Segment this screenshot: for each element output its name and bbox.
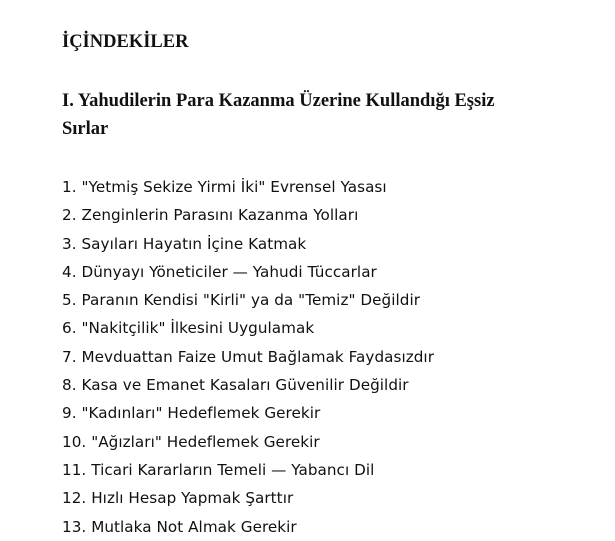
toc-item-title: Kasa ve Emanet Kasaları Güvenilir Değildir <box>81 376 409 395</box>
toc-item <box>62 484 592 512</box>
toc-list <box>62 173 592 541</box>
toc-item-title: Mevduattan Faize Umut Bağlamak Faydasızdır <box>81 347 434 366</box>
toc-heading: İÇİNDEKİLER <box>62 32 189 52</box>
toc-item-title: Ticari Kararların Temeli — Yabancı Dil <box>91 460 375 479</box>
toc-item-number: 8. <box>62 376 77 395</box>
toc-item-title: Sayıları Hayatın İçine Katmak <box>81 234 307 253</box>
toc-item <box>62 173 592 201</box>
toc-item <box>62 314 592 342</box>
toc-item-title: Hızlı Hesap Yapmak Şarttır <box>91 489 294 508</box>
toc-item-number: 3. <box>62 234 77 253</box>
toc-item-number: 9. <box>62 404 77 423</box>
toc-item-title: Mutlaka Not Almak Gerekir <box>91 517 297 536</box>
toc-item-number: 10. <box>62 432 87 451</box>
toc-item <box>62 230 592 258</box>
toc-item-number: 4. <box>62 262 77 281</box>
toc-item-number: 2. <box>62 206 77 225</box>
toc-item-title: "Yetmiş Sekize Yirmi İki" Evrensel Yasası <box>81 178 387 196</box>
toc-item <box>62 399 592 427</box>
toc-item-number: 13. <box>62 517 87 536</box>
toc-item-number: 11. <box>62 460 87 479</box>
section-title: I. Yahudilerin Para Kazanma Üzerine Kullandığı Eşsiz Sırlar <box>62 91 495 139</box>
toc-item-number: 6. <box>62 319 77 338</box>
toc-item <box>62 371 592 399</box>
toc-item <box>62 201 592 229</box>
toc-item <box>62 456 592 484</box>
document-page <box>62 30 592 541</box>
toc-item-title: "Nakitçilik" İlkesini Uygulamak <box>81 319 315 338</box>
toc-item-number: 12. <box>62 489 87 508</box>
toc-item-title: Zenginlerin Parasını Kazanma Yolları <box>81 206 359 225</box>
toc-item <box>62 428 592 456</box>
toc-item <box>62 343 592 371</box>
toc-item-title: Paranın Kendisi "Kirli" ya da "Temiz" Değildir <box>81 291 421 310</box>
toc-item-number: 1. <box>62 178 77 196</box>
toc-item-number: 5. <box>62 291 77 310</box>
toc-item <box>62 258 592 286</box>
toc-item-title: "Kadınları" Hedeflemek Gerekir <box>81 404 321 423</box>
toc-item-number: 7. <box>62 347 77 366</box>
toc-item-title: Dünyayı Yöneticiler — Yahudi Tüccarlar <box>81 262 377 281</box>
toc-item <box>62 513 592 541</box>
toc-item <box>62 286 592 314</box>
toc-item-title: "Ağızları" Hedeflemek Gerekir <box>91 432 320 451</box>
